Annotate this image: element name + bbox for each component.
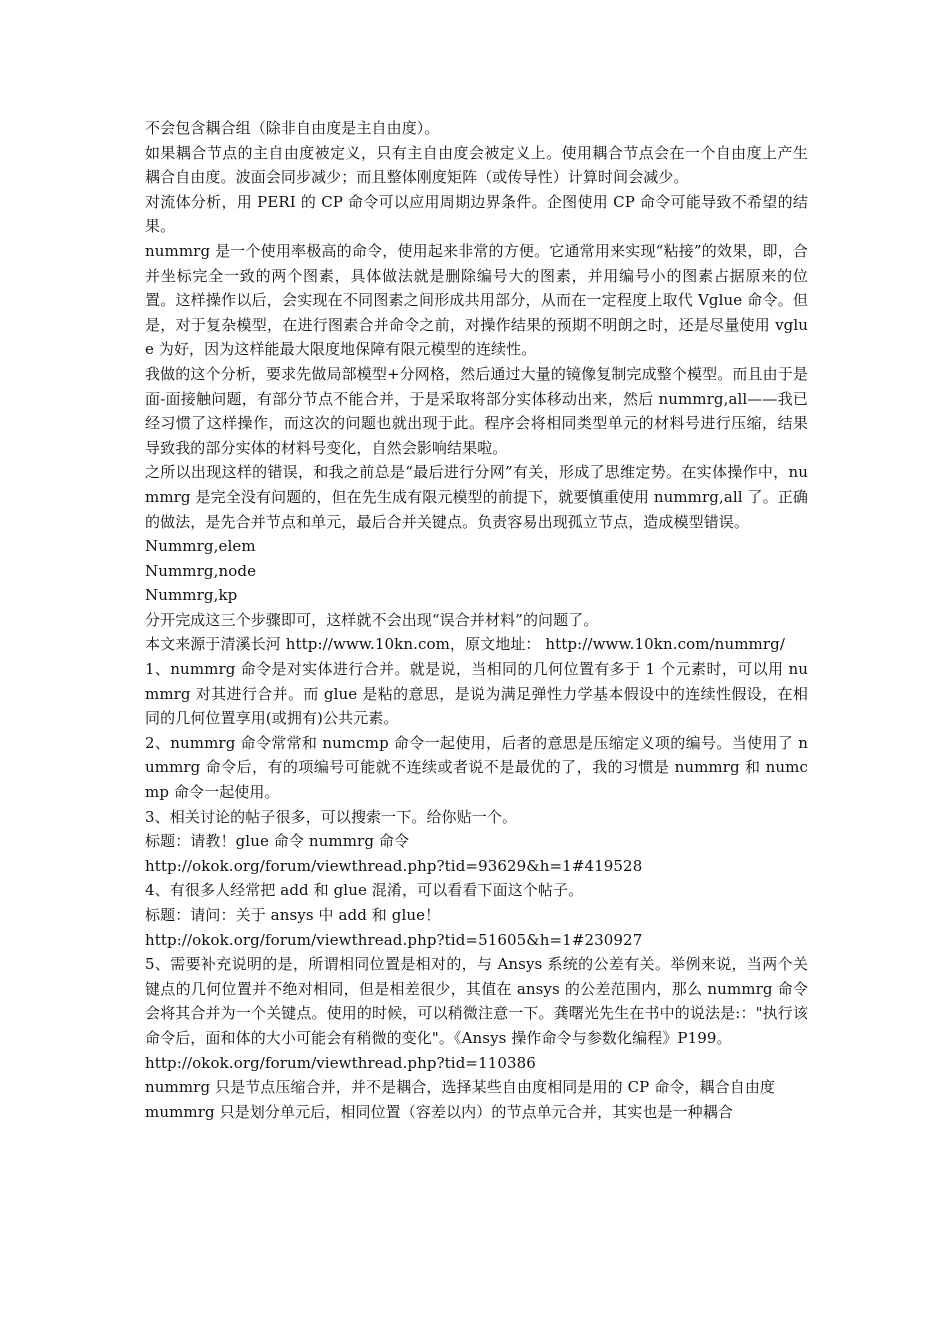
paragraph-3: 对流体分析，用 PERI 的 CP 命令可以应用周期边界条件。企图使用 CP 命令可能导致不希望的结果。 <box>145 192 808 236</box>
paragraph-4: nummrg 是一个使用率极高的命令，使用起来非常的方便。它通常用来实现“粘接”的效果，即，合并坐标完全一致的两个图素，具体做法就是删除编号大的图素，并用编号小的图素占据原来的位置。这样操作以后，会实现在不同图素之间形成共用部分，从而在一定程度上取代 Vglue 命令。但是，对于复杂模型，在进行图素合并命令之前，对操作结果的预期不明朗之时，还是尽量使用 vglue 为好，因为这样能最大限度地保障有限元模型的连续性。 <box>145 241 808 359</box>
command-line-kp: Nummrg,kp <box>145 586 238 605</box>
paragraph-10: 分开完成这三个步骤即可，这样就不会出现“误合并材料”的问题了。 <box>145 610 599 629</box>
paragraph-23: mummrg 只是划分单元后，相同位置（容差以内）的节点单元合并，其实也是一种耦合 <box>145 1102 733 1121</box>
paragraph-17: 4、有很多人经常把 add 和 glue 混淆，可以看看下面这个帖子。 <box>145 881 584 900</box>
paragraph-14: 3、相关讨论的帖子很多，可以搜索一下。给你贴一个。 <box>145 807 518 826</box>
command-line-node: Nummrg,node <box>145 561 257 580</box>
paragraph-22: nummrg 只是节点压缩合并，并不是耦合，选择某些自由度相同是用的 CP 命令，耦合自由度 <box>145 1078 776 1097</box>
thread-link-2: http://okok.org/forum/viewthread.php?tid=51605&h=1#230927 <box>145 930 643 949</box>
paragraph-13: 2、nummrg 命令常常和 numcmp 命令一起使用，后者的意思是压缩定义项的编号。当使用了 nummrg 命令后，有的项编号可能就不连续或者说不是最优的了，我的习惯是 nummrg 和 numcmp 命令一起使用。 <box>145 733 808 802</box>
paragraph-5: 我做的这个分析，要求先做局部模型+分网格，然后通过大量的镜像复制完成整个模型。而且由于是面-面接触问题，有部分节点不能合并，于是采取将部分实体移动出来，然后 nummrg,all——我已经习惯了这样操作，而这次的问题也就出现于此。程序会将相同类型单元的材料号进行压缩，结果导致我的部分实体的材料号变化，自然会影响结果啦。 <box>145 364 808 457</box>
document-page <box>145 116 808 1124</box>
thread-link-1: http://okok.org/forum/viewthread.php?tid=93629&h=1#419528 <box>145 856 643 875</box>
paragraph-2: 如果耦合节点的主自由度被定义，只有主自由度会被定义上。使用耦合节点会在一个自由度上产生耦合自由度。波面会同步减少；而且整体刚度矩阵（或传导性）计算时间会减少。 <box>145 143 808 187</box>
paragraph-6: 之所以出现这样的错误，和我之前总是“最后进行分网”有关，形成了思维定势。在实体操作中，nummrg 是完全没有问题的，但在先生成有限元模型的前提下，就要慎重使用 nummrg,all 了。正确的做法，是先合并节点和单元，最后合并关键点。负责容易出现孤立节点，造成模型错误。 <box>145 463 808 531</box>
paragraph-1: 不会包含耦合组（除非自由度是主自由度）。 <box>145 119 440 137</box>
thread-title-2: 标题：请问：关于 ansys 中 add 和 glue！ <box>145 906 441 924</box>
paragraph-20: 5、需要补充说明的是，所谓相同位置是相对的，与 Ansys 系统的公差有关。举例来说，当两个关键点的几何位置并不绝对相同，但是相差很少，其值在 ansys 的公差范围内，那么 nummrg 命令会将其合并为一个关键点。使用的时候，可以稍微注意一下。龚曙光先生在书中的说法是:："执行该命令后，面和体的大小可能会有稍微的变化"。《Ansys 操作命令与参数化编程》P199。 <box>145 955 808 1047</box>
thread-link-3: http://okok.org/forum/viewthread.php?tid=110386 <box>145 1053 536 1072</box>
thread-title-1: 标题：请教！glue 命令 nummrg 命令 <box>145 832 410 851</box>
command-line-elem: Nummrg,elem <box>145 537 256 556</box>
source-line: 本文来源于清溪长河 http://www.10kn.com，原文地址： http://www.10kn.com/nummrg/ <box>145 635 785 654</box>
paragraph-12: 1、nummrg 命令是对实体进行合并。就是说，当相同的几何位置有多于 1 个元素时，可以用 nummrg 对其进行合并。而 glue 是粘的意思，是说为满足弹性力学基本假设中的连续性假设，在相同的几何位置享用(或拥有)公共元素。 <box>145 660 808 728</box>
